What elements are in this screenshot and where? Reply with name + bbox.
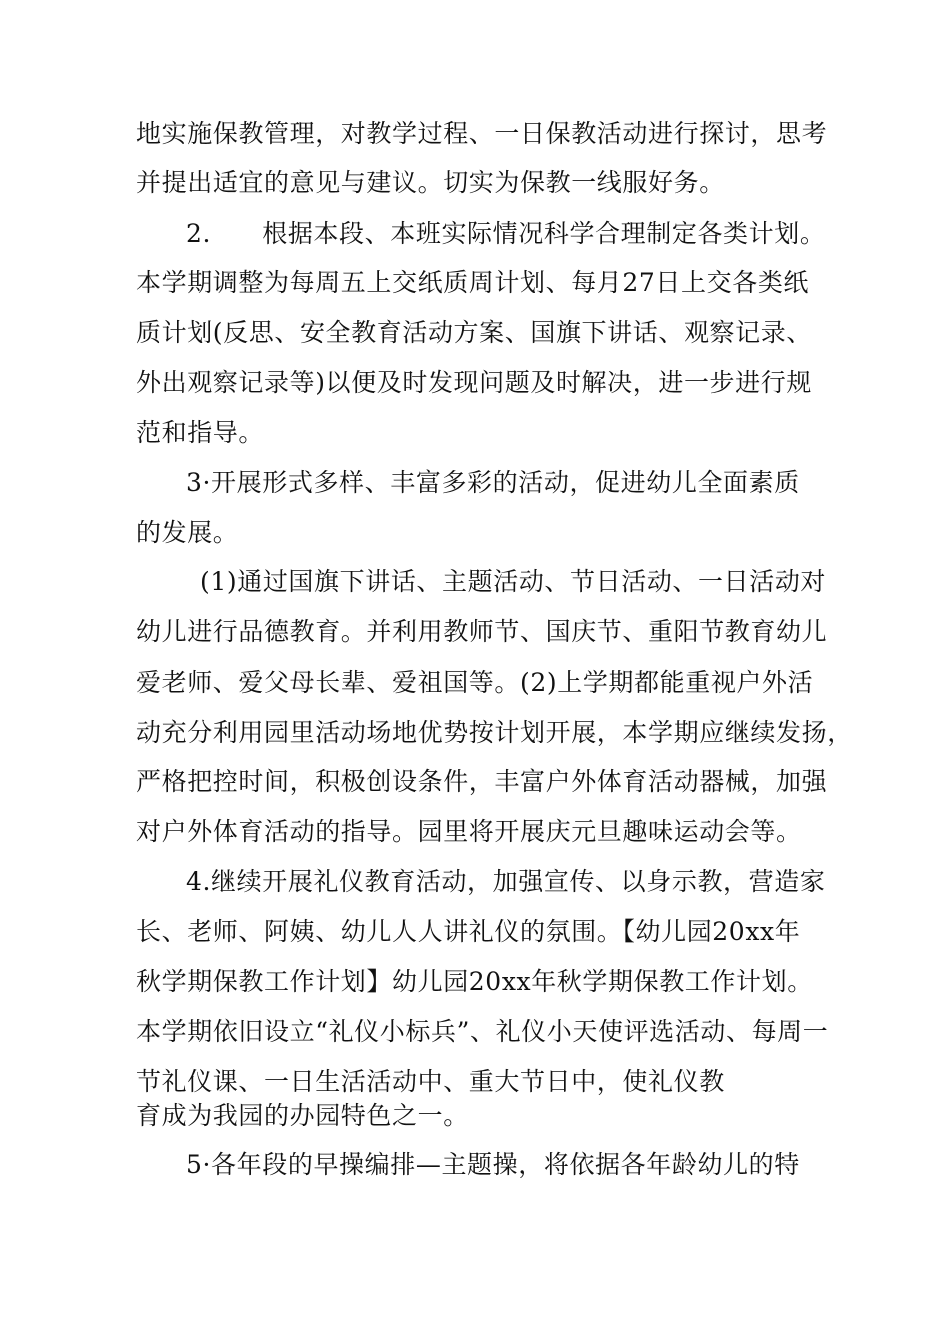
text-line-4: 本学期调整为每周五上交纸质周计划、每月27日上交各类纸	[136, 268, 810, 297]
text-line-20: 节礼仪课、一日生活活动中、重大节日中，使礼仪教	[136, 1067, 725, 1096]
text-line-10: (1)通过国旗下讲话、主题活动、节日活动、一日活动对	[200, 567, 827, 596]
text-line-14: 严格把控时间，积极创设条件，丰富户外体育活动器械，加强	[136, 767, 828, 796]
text-line-15: 对户外体育活动的指导。园里将开展庆元旦趣味运动会等。	[136, 817, 802, 846]
text-line-21: 育成为我园的办园特色之一。	[136, 1101, 469, 1130]
text-line-11: 幼儿进行品德教育。并利用教师节、国庆节、重阳节教育幼儿	[136, 617, 828, 646]
text-line-17: 长、老师、阿姨、幼儿人人讲礼仪的氛围。【幼儿园20xx年	[136, 917, 801, 946]
text-line-19: 本学期依旧设立“礼仪小标兵”、礼仪小天使评选活动、每周一	[136, 1017, 829, 1046]
text-line-5: 质计划(反思、安全教育活动方案、国旗下讲话、观察记录、	[136, 318, 812, 347]
text-line-12: 爱老师、爱父母长辈、爱祖国等。(2)上学期都能重视户外活	[136, 668, 814, 697]
text-line-7: 范和指导。	[136, 418, 265, 447]
text-line-16: 4.继续开展礼仪教育活动，加强宣传、以身示教，营造家	[186, 867, 826, 896]
text-line-2: 并提出适宜的意见与建议。切实为保教一线服好务。	[136, 168, 725, 197]
text-line-9: 的发展。	[136, 518, 239, 547]
text-line-8: 3·开展形式多样、丰富多彩的活动，促进幼儿全面素质	[186, 468, 800, 497]
text-line-3: 2. 根据本段、本班实际情况科学合理制定各类计划。	[186, 219, 826, 248]
text-line-6: 外出观察记录等)以便及时发现问题及时解决，进一步进行规	[136, 368, 812, 397]
text-line-22: 5·各年段的早操编排—主题操，将依据各年龄幼儿的特	[186, 1150, 800, 1179]
text-line-13: 动充分利用园里活动场地优势按计划开展，本学期应继续发扬，	[136, 718, 853, 747]
text-line-18: 秋学期保教工作计划】幼儿园20xx年秋学期保教工作计划。	[136, 967, 813, 996]
text-line-1: 地实施保教管理，对教学过程、一日保教活动进行探讨，思考	[136, 119, 828, 148]
